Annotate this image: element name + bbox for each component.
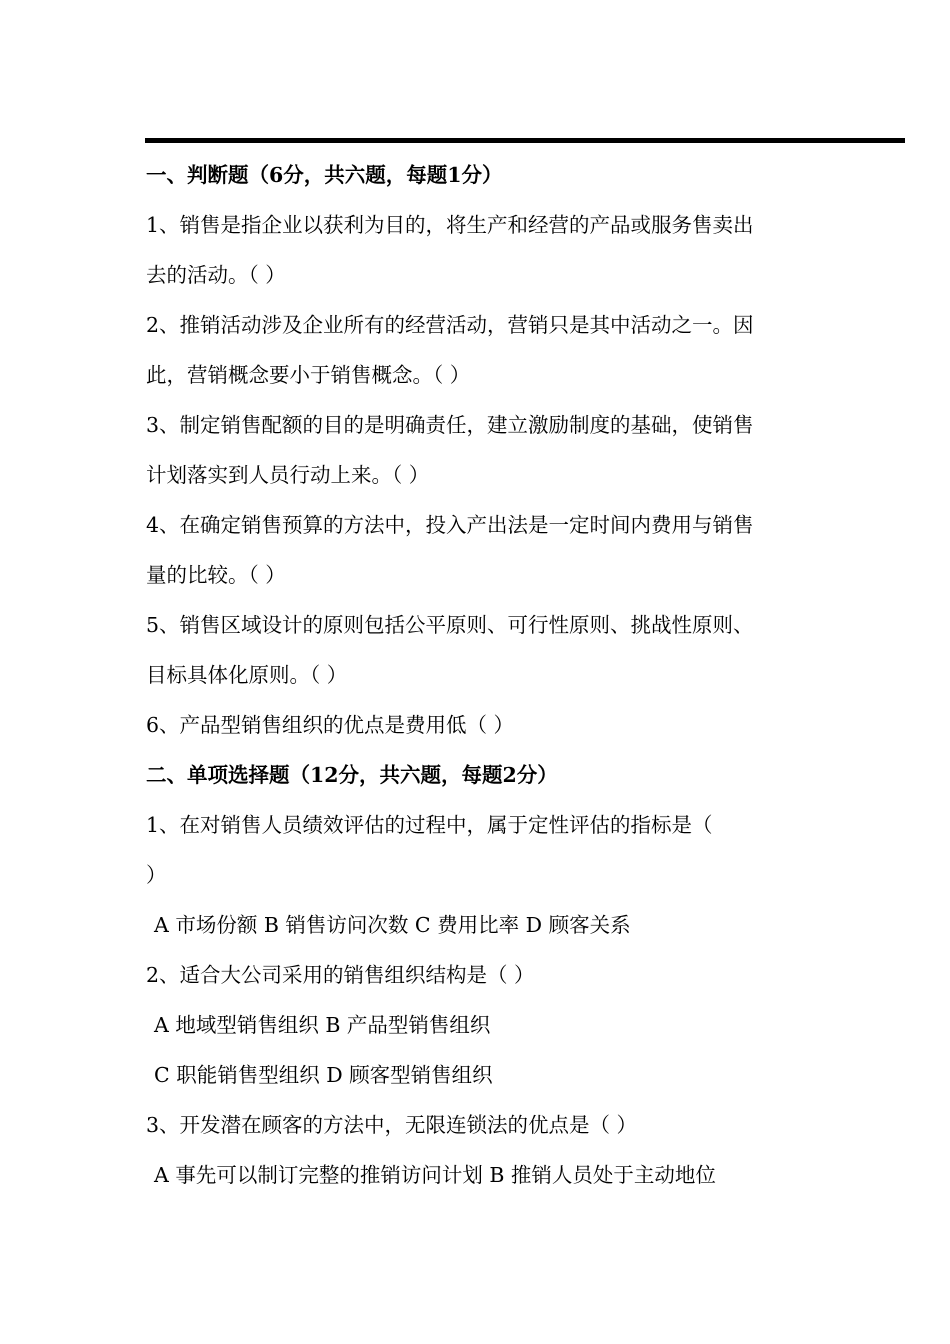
question-line: 3、制定销售配额的目的是明确责任，建立激励制度的基础，使销售	[146, 413, 754, 437]
section-heading-true-false: 一、判断题（6分，共六题，每题1分）	[146, 163, 503, 187]
question-line: 3、开发潜在顾客的方法中，无限连锁法的优点是（ ）	[146, 1113, 638, 1137]
document-body	[146, 150, 811, 1200]
question-line: 1、在对销售人员绩效评估的过程中，属于定性评估的指标是（	[146, 813, 713, 837]
question-line: 2、适合大公司采用的销售组织结构是（ ）	[146, 963, 535, 987]
question-line: 量的比较。（ ）	[146, 563, 286, 587]
question-line: 此，营销概念要小于销售概念。（ ）	[146, 363, 471, 387]
question-line: 4、在确定销售预算的方法中，投入产出法是一定时间内费用与销售	[146, 513, 754, 537]
question-line: 1、销售是指企业以获利为目的，将生产和经营的产品或服务售卖出	[146, 213, 754, 237]
question-line: 目标具体化原则。（ ）	[146, 663, 348, 687]
question-line: 5、销售区域设计的原则包括公平原则、可行性原则、挑战性原则、	[146, 613, 754, 637]
options-line: A 地域型销售组织 B 产品型销售组织	[154, 1013, 491, 1037]
options-line: A 市场份额 B 销售访问次数 C 费用比率 D 顾客关系	[154, 913, 631, 937]
question-line: 2、推销活动涉及企业所有的经营活动，营销只是其中活动之一。因	[146, 313, 754, 337]
question-line: ）	[146, 863, 167, 887]
question-line: 计划落实到人员行动上来。（ ）	[146, 463, 430, 487]
question-line: 6、产品型销售组织的优点是费用低（ ）	[146, 713, 515, 737]
question-line: 去的活动。（ ）	[146, 263, 286, 287]
section-heading-single-choice: 二、单项选择题（12分，共六题，每题2分）	[146, 763, 558, 787]
options-line: A 事先可以制订完整的推销访问计划 B 推销人员处于主动地位	[154, 1163, 716, 1187]
top-rule	[145, 138, 905, 143]
options-line: C 职能销售型组织 D 顾客型销售组织	[154, 1063, 493, 1087]
